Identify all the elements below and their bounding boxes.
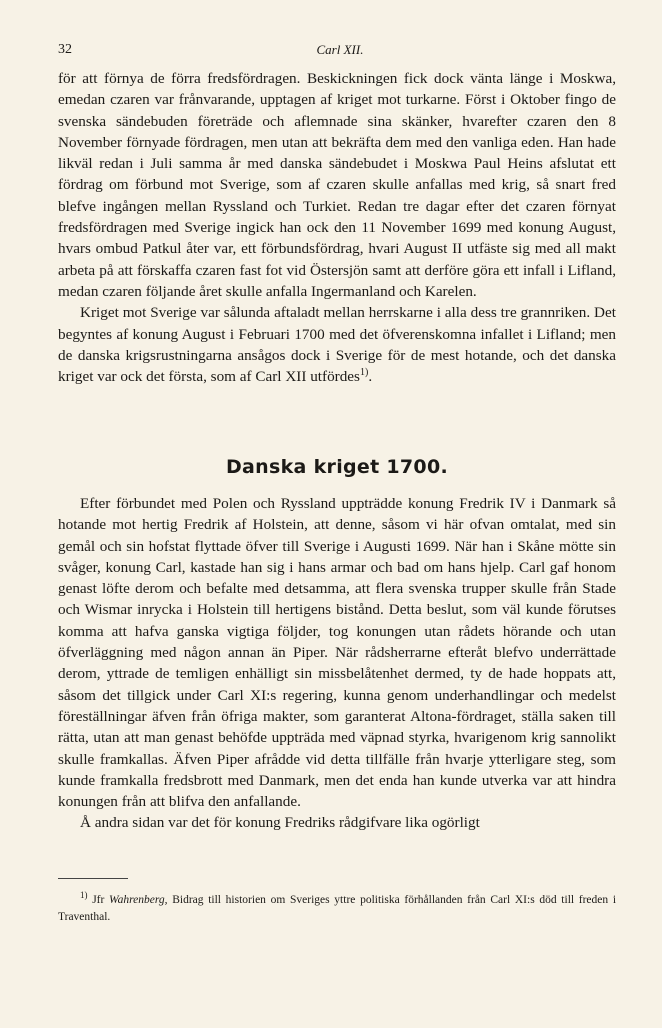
- text-block-bottom: [58, 493, 616, 834]
- page-number: 32: [58, 42, 72, 57]
- paragraph-alliance: Efter förbundet med Polen och Ryssland uppträdde konung Fredrik IV i Danmark så hotande mot hertig Fredrik af Holstein, att denne, såsom vi här ofvan omtalat, med sin gemål och sin hofstat flyttade öfver till Sverige i Augusti 1699. När han i Skåne mötte sin svåger, konung Carl, kastade han sig i hans armar och bad om hans hjelp. Carl gaf honom genast löfte derom och befalte med detsamma, att flera svenska trupper skulle från Stade och Wismar inrycka i Holstein till hertigens bistånd. Detta beslut, som väl kunde förutses komma att hafva ganska vigtiga följder, tog konungen utan rådets hörande och utan öfverläggning med någon annan än Piper. När rådsherrarne efteråt blefvo underrättade derom, yttrade de temligen enhälligt sin missbelåtenhet dermed, ty de hade hoppats att, såsom det tillgick under Carl XI:s regering, kunna genom underhandlingar och medelst föreställningar äfven från öfriga makter, som garanterat Altona-fördraget, ställa saken till rätta, utan att man genast behöfde uppträda med väpnad styrka, hvarigenom krig sannolikt skulle framkallas. Äfven Piper afrådde vid detta tillfälle från hvarje ytterligare steg, som kunde framkalla fredsbrott med Danmark, men det enda han kunde utverka var att hindra konungen från att blifva den anfallande.: [58, 495, 616, 811]
- paragraph-other-side: Å andra sidan var det för konung Fredriks rådgifvare lika ogörligt: [80, 814, 480, 832]
- footnote-reference: 1): [359, 367, 369, 379]
- paragraph-war-planned: Kriget mot Sverige var sålunda aftaladt mellan herrskarne i alla dess tre grannriken. Det begyntes af konung August i Februari 1700 med det öfverenskomna infallet i Lifland; men de danska krigsrustningarna ansågos dock i Sverige för de mest hotande, och det danska kriget var ock det första, som af Carl XII utfördes$^{1)}$.: [58, 304, 616, 386]
- footnote-marker: 1): [80, 890, 88, 901]
- footnote-text: Bidrag till historien om Sveriges yttre politiska förhållanden från Carl XI:s död till freden i Traventhal.: [58, 894, 617, 923]
- text-block-top: [58, 68, 616, 387]
- footnote-divider: [58, 878, 128, 879]
- running-head: [58, 42, 622, 62]
- paragraph-war-planned-text: Kriget mot Sverige var sålunda aftaladt mellan herrskarne i alla dess tre grannriken. Det begyntes af konung August i Februari 1700 med det öfverenskomna infallet i Lifland; men de danska krigsrustningarna ansågos dock i Sverige för de mest hotande, och det danska kriget var ock det första, som af Carl XII utfördes: [58, 304, 616, 386]
- section-heading: Danska kriget 1700.: [225, 456, 448, 478]
- footnote-author: Wahrenberg,: [109, 894, 168, 906]
- paragraph-continuation: för att förnya de förra fredsfördragen. Beskickningen fick dock vänta länge i Moskwa, emedan czaren var frånvarande, upptagen af kriget mot turkarne. Först i Oktober fingo de svenska sändebuden företräde och aflemnade sina skänker, hvarefter czaren den 8 November förnyade fördragen, men utan att bekräfta dem med den vanliga eden. Han hade likväl redan i Juli samma år med danska sändebudet i Moskwa Paul Heins afslutat ett fördrag om förbund mot Sverige, som af czaren skulle anfallas med krig, så snart fred blefve ingången mellan Ryssland och Turkiet. Redan tre dagar efter det czaren förnyat fredsfördragen med Sverige ingick han ock den 11 November 1699 med konung August, hvars ombud Patkul åter var, ett förbundsfördrag, hvari August II utfäste sig med all makt arbeta på att förskaffa czaren fast fot vid Östersjön samt att derföre göra ett infall i Lifland, medan czaren följande året skulle anfalla Ingermanland och Karelen.: [58, 70, 616, 300]
- running-title: Carl XII.: [316, 42, 364, 57]
- footnote: [58, 892, 616, 926]
- footnote-prefix: Jfr: [92, 894, 105, 906]
